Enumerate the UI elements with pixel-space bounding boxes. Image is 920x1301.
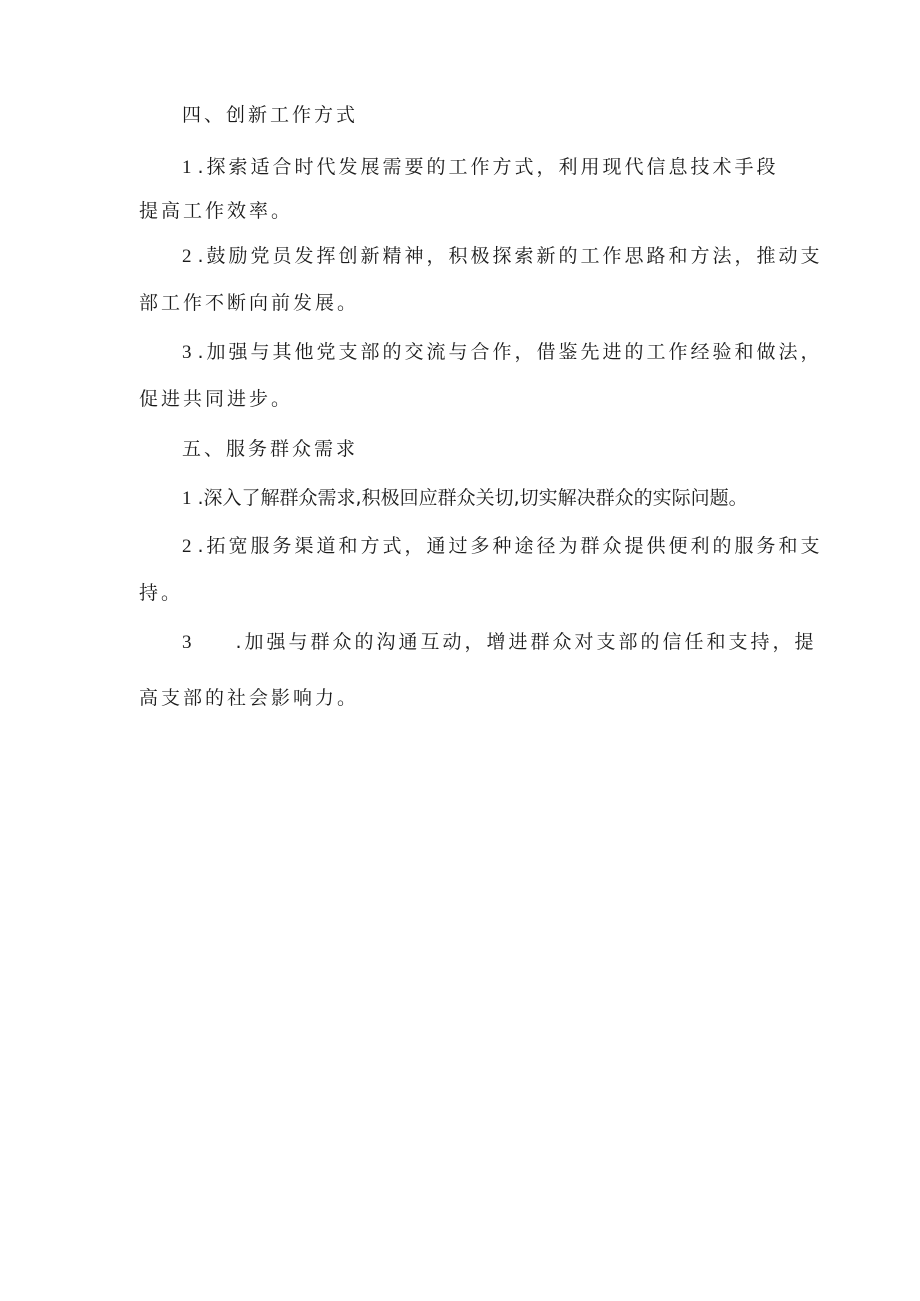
item-continuation: 提高工作效率。 [139,200,294,222]
item-number: 1 [182,488,192,509]
item-continuation: 促进共同进步。 [139,388,294,410]
list-item [182,534,823,559]
item-number: 1 [182,157,192,178]
item-continuation: 部工作不断向前发展。 [139,292,360,314]
list-item [182,630,817,655]
section-heading: 四、创新工作方式 [182,104,359,126]
list-item [182,340,823,365]
item-text: .深入了解群众需求,积极回应群众关切,切实解决群众的实际问题。 [197,487,748,509]
list-item [182,486,748,511]
item-number: 3 [182,632,192,653]
item-number: 2 [182,246,192,267]
item-text: .加强与其他党支部的交流与合作，借鉴先进的工作经验和做法， [197,341,823,363]
item-text: .拓宽服务渠道和方式，通过多种途径为群众提供便利的服务和支 [197,535,823,557]
item-number: 3 [182,342,192,363]
item-number: 2 [182,536,192,557]
list-item [182,155,779,180]
item-continuation: 高支部的社会影响力。 [139,687,360,709]
item-continuation: 持。 [139,582,184,604]
item-text: .加强与群众的沟通互动，增进群众对支部的信任和支持，提 [235,631,817,653]
item-text: .探索适合时代发展需要的工作方式，利用现代信息技术手段 [197,156,779,178]
list-item [182,244,823,269]
section-heading: 五、服务群众需求 [182,438,359,460]
item-text: .鼓励党员发挥创新精神，积极探索新的工作思路和方法，推动支 [197,245,823,267]
